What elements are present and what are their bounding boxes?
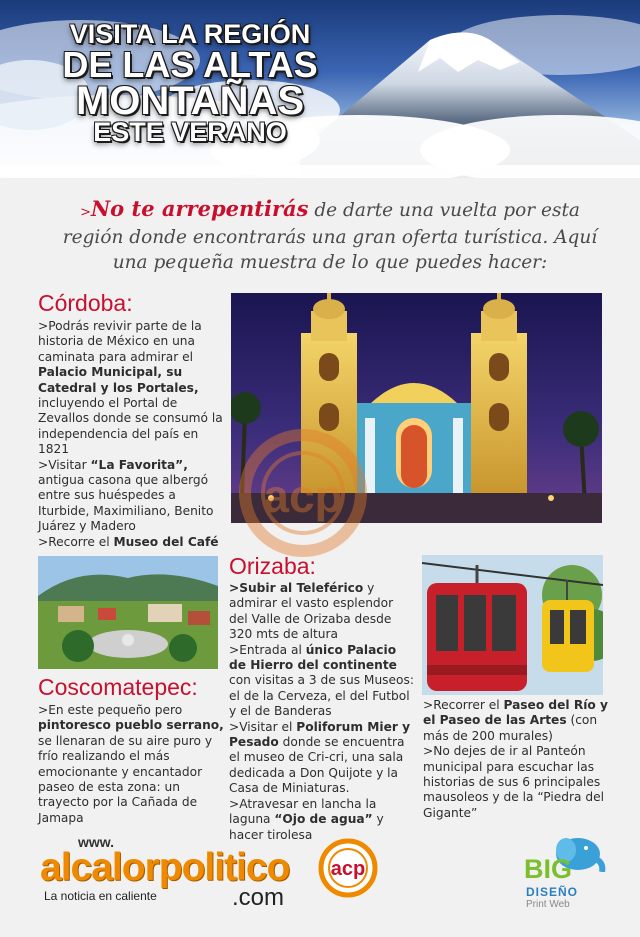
orizaba-p3-rest: donde se encuentra el museo de Cri-cri, una sala dedicada a Don Quijote y la Casa de Miniaturas.	[229, 735, 405, 796]
orizaba-p1-rest: y admirar el vasto esplendor del Valle de Orizaba desde 320 mts de altura	[229, 581, 394, 642]
orizaba-title: Orizaba:	[229, 553, 316, 579]
coscomatepec-p1-rest: se llenaran de su aire puro y frío realizando el más emocionante y encantador paseo de esta zona: un trayecto por la Cañada de Jamapa	[38, 733, 213, 825]
orizaba-right-p1-bold: Paseo del Río y el Paseo de las Artes	[423, 698, 608, 728]
logo-brand: alcalorpolitico	[40, 846, 290, 889]
hero-title	[40, 19, 340, 147]
hero-title-line4: ESTE VERANO	[93, 116, 287, 147]
cordoba-p1-rest: incluyendo el Portal de Zevallos donde se consumó la independencia del país en 1821	[38, 396, 223, 457]
cathedral-illustration	[231, 293, 602, 523]
watermark-text: acp	[263, 470, 343, 522]
intro-body: de darte una vuelta por esta región donde encontrarás una gran oferta turística. Aquí una pequeña muestra de lo que puedes hacer:	[62, 200, 598, 273]
cordoba-paragraph-1	[38, 319, 224, 458]
orizaba-p2-rest: con visitas a 3 de sus Museos: el de la Cerveza, el del Futbol y el de Banderas	[229, 673, 414, 719]
orizaba-right-p1-rest: (con más de 200 murales)	[423, 713, 598, 743]
orizaba-paragraph-3	[229, 720, 415, 797]
hero-title-line2: DE LAS ALTAS	[62, 43, 318, 85]
logo-com: .com	[232, 884, 285, 911]
cordoba-section	[38, 290, 224, 550]
orizaba-paragraph-2	[229, 643, 415, 720]
alcalorpolitico-logo[interactable]	[40, 834, 320, 914]
orizaba-section	[229, 553, 415, 843]
orizaba-p3-text: >Visitar el	[229, 719, 297, 734]
orizaba-right-paragraph-2: >No dejes de ir al Panteón municipal para escuchar las historias de sus 6 principales mausoleos y de la “Piedra del Gigante”	[423, 744, 604, 820]
orizaba-right-text	[423, 698, 609, 821]
cordoba-p3-bold: Museo del Café	[113, 534, 219, 549]
orizaba-p2-text: >Entrada al	[229, 642, 306, 657]
orizaba-right-paragraph-1	[423, 698, 609, 744]
intro-text	[50, 196, 610, 275]
cordoba-paragraph-3	[38, 535, 224, 550]
orizaba-p1-bold: >Subir al Teleférico	[229, 581, 364, 595]
cordoba-p2-rest: antigua casona que albergó entre sus huéspedes a Iturbide, Maximiliano, Benito Juárez y Madero	[38, 473, 214, 534]
orizaba-p4-rest: y hacer tirolesa	[229, 812, 384, 842]
orizaba-p3-bold: Poliforum Mier y Pesado	[229, 719, 411, 750]
cordoba-p2-bold: “La Favorita”,	[90, 457, 188, 472]
diseno-text: DISEÑO	[526, 885, 579, 899]
printweb-text: Print Web	[526, 899, 570, 910]
hero-title-line3: MONTAÑAS	[75, 78, 305, 123]
acp-badge-icon	[318, 838, 378, 898]
cordoba-p2-text: >Visitar	[38, 457, 91, 472]
cordoba-p1-text: >Podrás revivir parte de la historia de México en una caminata para admirar el	[38, 319, 202, 364]
orizaba-p4-text: >Atravesar en lancha la laguna	[229, 796, 377, 827]
cordoba-title: Córdoba:	[38, 290, 133, 316]
coscomatepec-photo	[38, 556, 218, 669]
orizaba-p4-bold: “Ojo de agua”	[274, 812, 373, 827]
logo-www: www.	[78, 834, 115, 850]
logo-slogan: La noticia en caliente	[44, 889, 157, 903]
coscomatepec-title: Coscomatepec:	[38, 674, 198, 700]
acp-badge-text: acp	[330, 858, 366, 880]
town-illustration	[38, 556, 218, 669]
cordoba-p1-bold: Palacio Municipal, su Catedral y los Portales,	[38, 365, 199, 395]
orizaba-p2-bold: único Palacio de Hierro del continente	[229, 642, 397, 673]
coscomatepec-p1-text: >En este pequeño pero	[38, 703, 183, 717]
big-diseno-logo	[522, 832, 612, 918]
coscomatepec-p1-bold: pintoresco pueblo serrano,	[38, 718, 224, 733]
cordoba-paragraph-2	[38, 458, 224, 535]
intro-highlight: No te arrepentirás	[90, 196, 309, 221]
hero-banner	[0, 0, 640, 178]
coscomatepec-section	[38, 674, 224, 826]
cable-car-photo	[422, 555, 603, 695]
orizaba-right-p1-text: >Recorrer el	[423, 698, 504, 712]
intro-prefix: >	[80, 205, 91, 220]
coscomatepec-paragraph	[38, 703, 224, 826]
cordoba-p3-text: >Recorre el	[38, 534, 114, 549]
cathedral-photo	[231, 293, 602, 523]
cable-car-illustration	[422, 555, 603, 695]
hero-title-line1: VISITA LA REGIÓN	[69, 19, 311, 49]
orizaba-paragraph-1	[229, 581, 415, 643]
big-text: BIG	[524, 854, 573, 884]
